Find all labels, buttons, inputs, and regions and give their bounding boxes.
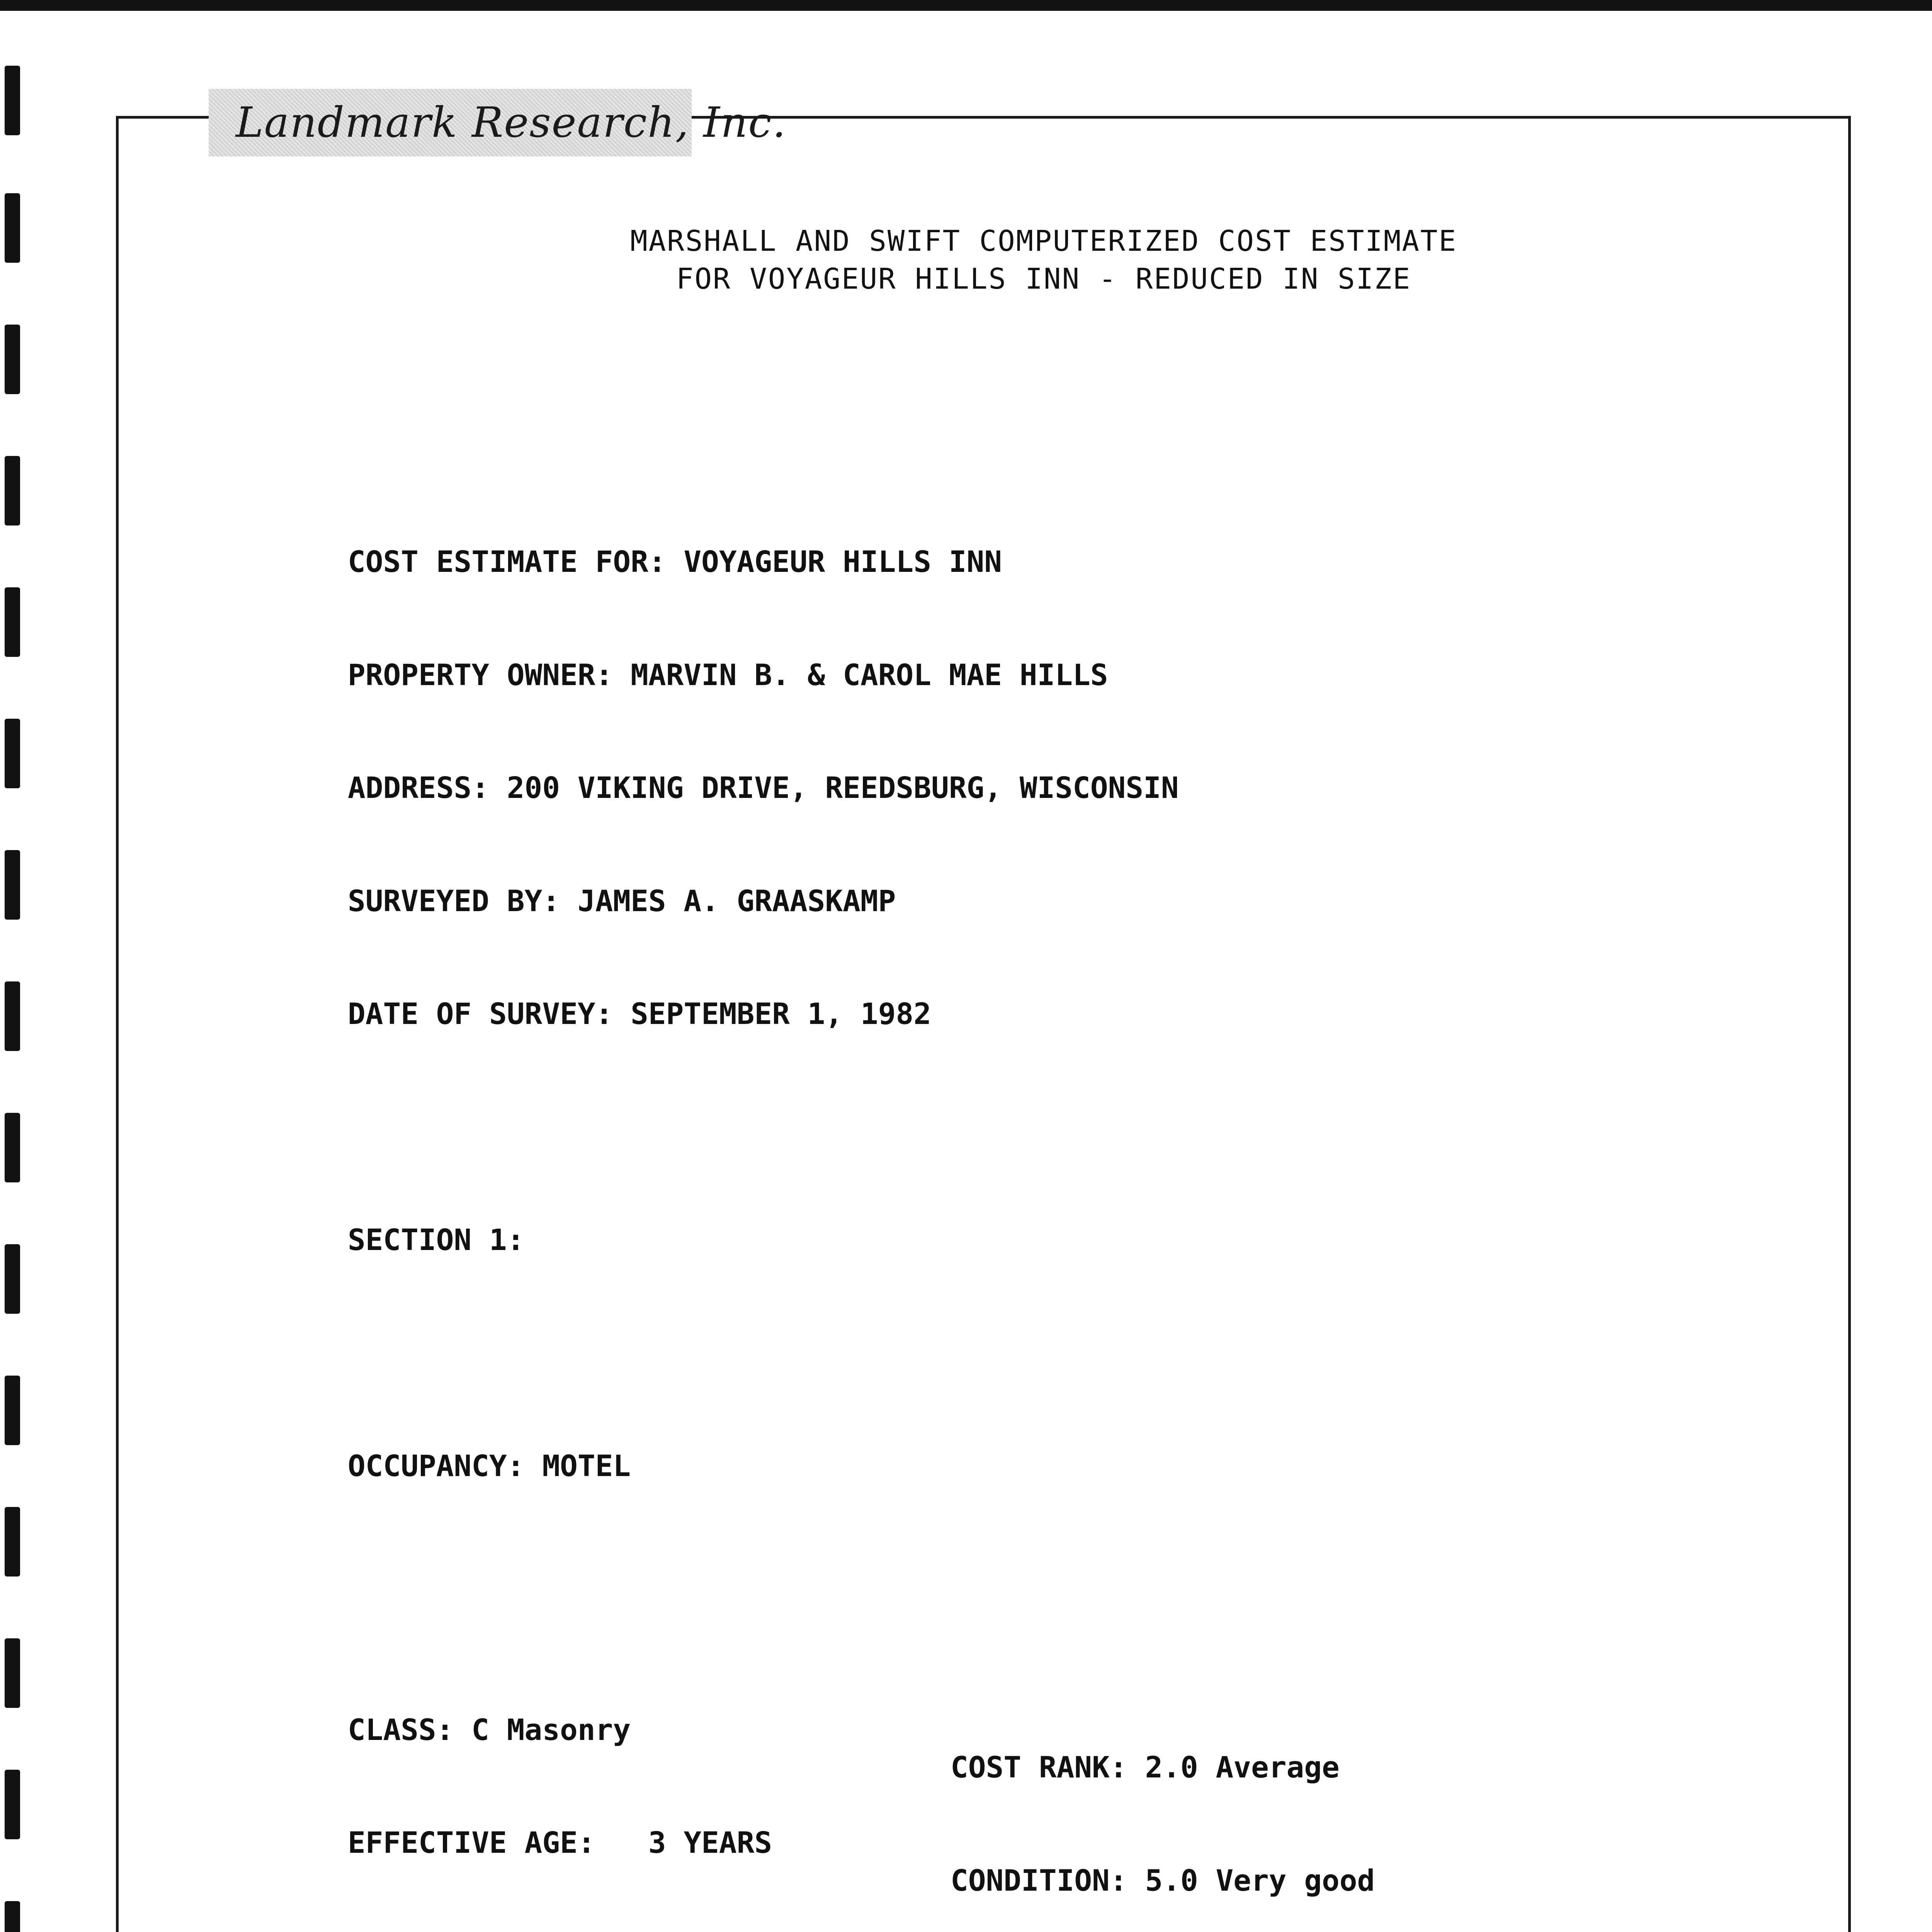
company-logo <box>209 89 787 156</box>
scan-top-edge <box>0 0 1932 11</box>
binder-hole <box>5 325 20 394</box>
company-logo-text: Landmark Research, Inc. <box>236 99 787 147</box>
binder-hole <box>5 1638 20 1708</box>
effective-age: EFFECTIVE AGE: 3 YEARS <box>348 1825 772 1860</box>
cost-estimate-for: COST ESTIMATE FOR: VOYAGEUR HILLS INN <box>348 544 1002 579</box>
binder-hole <box>5 1901 20 1932</box>
binder-hole <box>5 456 20 526</box>
document-title <box>0 222 1932 298</box>
age-row <box>348 1786 1375 1898</box>
title-line-1: MARSHALL AND SWIFT COMPUTERIZED COST ESTIMATE <box>630 224 1457 258</box>
class: CLASS: C Masonry <box>348 1712 631 1747</box>
property-owner: PROPERTY OWNER: MARVIN B. & CAROL MAE HILLS <box>348 657 1108 692</box>
date-of-survey: DATE OF SURVEY: SEPTEMBER 1, 1982 <box>348 997 931 1031</box>
binder-hole <box>5 1244 20 1314</box>
cost-estimate-body <box>348 468 1375 1932</box>
binder-hole <box>5 850 20 920</box>
condition: CONDITION: 5.0 Very good <box>951 1863 1375 1898</box>
binder-hole <box>5 1770 20 1839</box>
binder-hole <box>5 1113 20 1182</box>
binder-hole <box>5 719 20 788</box>
title-line-2: FOR VOYAGEUR HILLS INN - REDUCED IN SIZE <box>676 262 1412 296</box>
address: ADDRESS: 200 VIKING DRIVE, REEDSBURG, WISCONSIN <box>348 770 1179 805</box>
binder-hole <box>5 981 20 1051</box>
surveyed-by: SURVEYED BY: JAMES A. GRAASKAMP <box>348 883 896 918</box>
cost-rank: COST RANK: 2.0 Average <box>951 1750 1340 1784</box>
stories-row <box>348 1899 1179 1932</box>
class-row <box>348 1673 1340 1784</box>
binder-hole <box>5 1507 20 1577</box>
binder-hole <box>5 587 20 657</box>
binder-hole <box>5 1376 20 1445</box>
occupancy: OCCUPANCY: MOTEL <box>348 1449 631 1483</box>
section-label: SECTION 1: <box>348 1223 525 1257</box>
binder-hole <box>5 66 20 135</box>
